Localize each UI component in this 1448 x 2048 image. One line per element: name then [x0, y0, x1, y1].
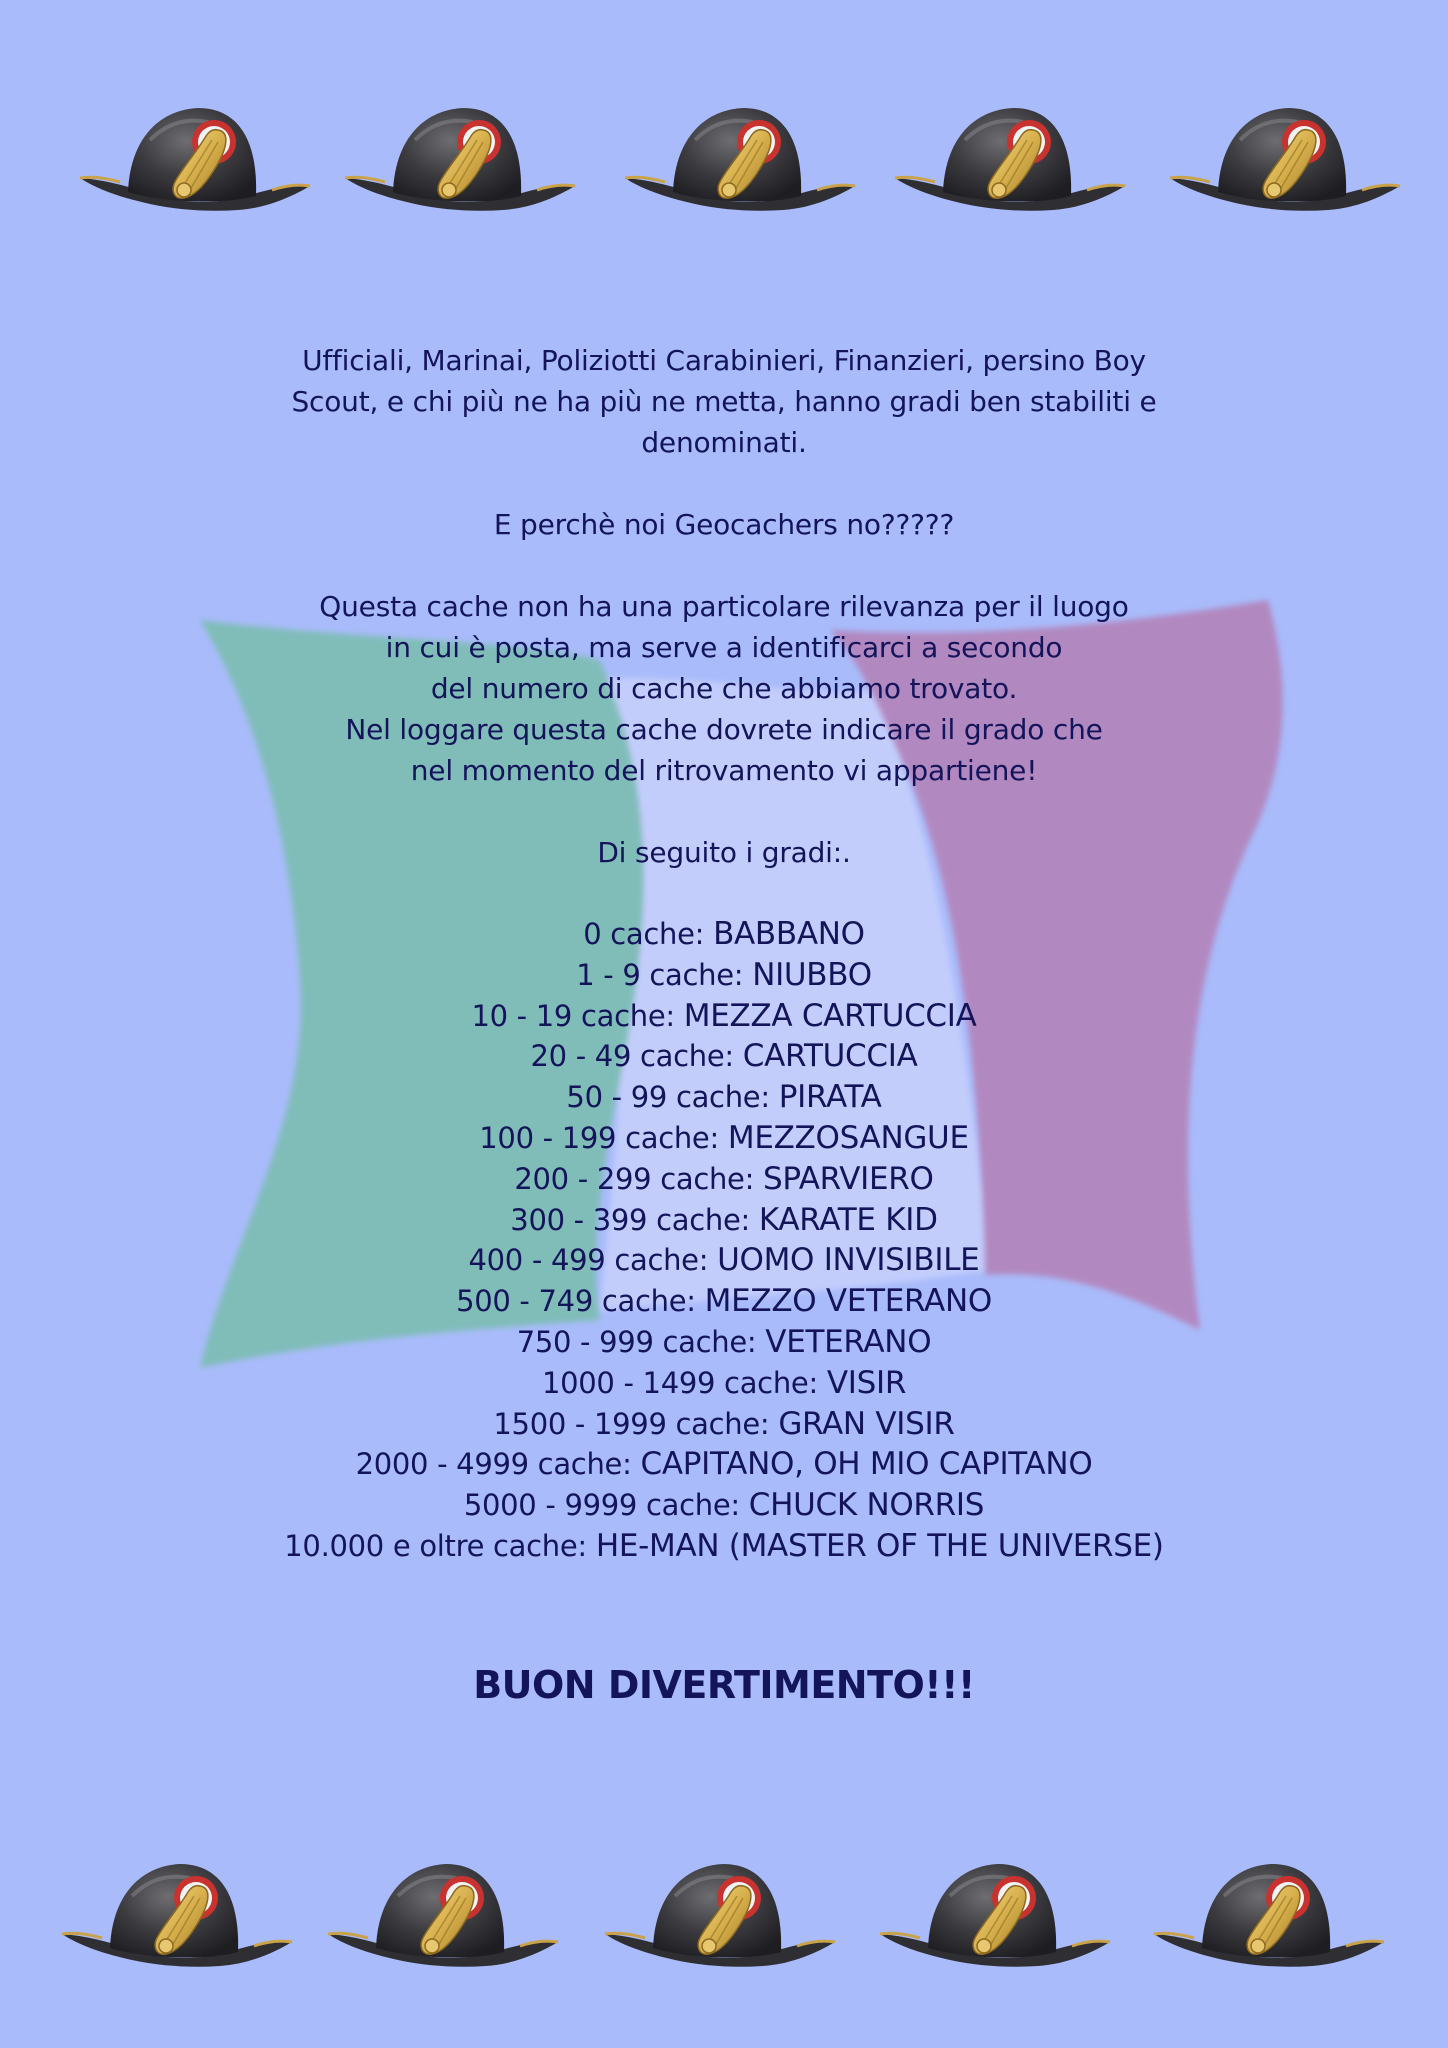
rank-range: 1000 - 1499 cache: — [541, 1365, 818, 1400]
carabinieri-hat-icon — [60, 1856, 294, 1976]
rank-item — [224, 1404, 1224, 1445]
intro-paragraph — [224, 340, 1224, 463]
rank-title: CHUCK NORRIS — [748, 1487, 985, 1524]
question-line: E perchè noi Geocachers no????? — [493, 508, 955, 541]
rank-range: 10.000 e oltre cache: — [284, 1528, 587, 1563]
carabinieri-hat-icon — [623, 100, 857, 220]
bottom-hat-row — [0, 1856, 1448, 1976]
closing-message: BUON DIVERTIMENTO!!! — [473, 1663, 975, 1707]
description-line: Nel loggare questa cache dovrete indicare il grado che — [345, 713, 1103, 746]
rank-item — [224, 1485, 1224, 1526]
rank-item — [224, 1240, 1224, 1281]
description-line: in cui è posta, ma serve a identificarci a secondo — [385, 631, 1063, 664]
intro-line: denominati. — [641, 426, 807, 459]
top-hat-row — [0, 100, 1448, 220]
description-line: del numero di cache che abbiamo trovato. — [430, 672, 1018, 705]
ranks-heading: Di seguito i gradi:. — [597, 836, 851, 869]
rank-item — [224, 1159, 1224, 1200]
rank-range: 20 - 49 cache: — [530, 1039, 734, 1074]
rank-title: PIRATA — [778, 1079, 882, 1116]
rank-item — [224, 955, 1224, 996]
rank-range: 750 - 999 cache: — [516, 1324, 757, 1359]
rank-title: SPARVIERO — [762, 1160, 934, 1197]
rank-range: 500 - 749 cache: — [456, 1284, 696, 1319]
carabinieri-hat-icon — [893, 100, 1127, 220]
rank-range: 200 - 299 cache: — [514, 1161, 755, 1196]
rank-item — [224, 1077, 1224, 1118]
rank-range: 10 - 19 cache: — [471, 998, 675, 1033]
carabinieri-hat-icon — [343, 100, 577, 220]
ranks-list — [224, 914, 1224, 1567]
carabinieri-hat-icon — [1168, 100, 1402, 220]
intro-line: Scout, e chi più ne ha più ne metta, hanno gradi ben stabiliti e — [291, 385, 1157, 418]
rank-range: 1500 - 1999 cache: — [493, 1406, 770, 1441]
rank-item — [224, 1322, 1224, 1363]
rank-title: MEZZOSANGUE — [727, 1119, 969, 1156]
rank-title: CAPITANO, OH MIO CAPITANO — [640, 1446, 1093, 1483]
rank-title: CARTUCCIA — [742, 1038, 918, 1075]
description-line: Questa cache non ha una particolare rilevanza per il luogo — [319, 590, 1129, 623]
rank-title: MEZZA CARTUCCIA — [683, 997, 977, 1034]
intro-line: Ufficiali, Marinai, Poliziotti Carabinieri, Finanzieri, persino Boy — [302, 344, 1146, 377]
carabinieri-hat-icon — [78, 100, 312, 220]
rank-item — [224, 914, 1224, 955]
rank-title: GRAN VISIR — [778, 1405, 955, 1442]
rank-item — [224, 996, 1224, 1037]
rank-title: KARATE KID — [758, 1201, 938, 1238]
rank-range: 1 - 9 cache: — [576, 957, 744, 992]
rank-title: UOMO INVISIBILE — [717, 1242, 980, 1279]
carabinieri-hat-icon — [878, 1856, 1112, 1976]
rank-item — [224, 1118, 1224, 1159]
rank-title: MEZZO VETERANO — [704, 1283, 992, 1320]
rank-range: 0 cache: — [583, 917, 705, 951]
rank-item — [224, 1526, 1224, 1567]
rank-title: HE-MAN (MASTER OF THE UNIVERSE) — [595, 1527, 1164, 1564]
rank-title: NIUBBO — [752, 956, 872, 993]
main-text — [224, 340, 1224, 1567]
carabinieri-hat-icon — [326, 1856, 560, 1976]
rank-item — [224, 1363, 1224, 1404]
rank-range: 50 - 99 cache: — [566, 1080, 770, 1115]
rank-item — [224, 1200, 1224, 1241]
rank-range: 5000 - 9999 cache: — [463, 1488, 740, 1523]
rank-range: 300 - 399 cache: — [510, 1202, 750, 1237]
rank-range: 100 - 199 cache: — [479, 1120, 719, 1155]
rank-range: 400 - 499 cache: — [468, 1243, 709, 1278]
rank-item — [224, 1036, 1224, 1077]
rank-item — [224, 1281, 1224, 1322]
rank-title: BABBANO — [713, 916, 865, 952]
rank-item — [224, 1444, 1224, 1485]
description-paragraph — [224, 586, 1224, 791]
carabinieri-hat-icon — [1152, 1856, 1386, 1976]
carabinieri-hat-icon — [603, 1856, 837, 1976]
rank-title: VETERANO — [765, 1323, 932, 1360]
rank-title: VISIR — [826, 1364, 907, 1401]
description-line: nel momento del ritrovamento vi appartiene! — [410, 754, 1038, 787]
rank-range: 2000 - 4999 cache: — [355, 1447, 632, 1482]
